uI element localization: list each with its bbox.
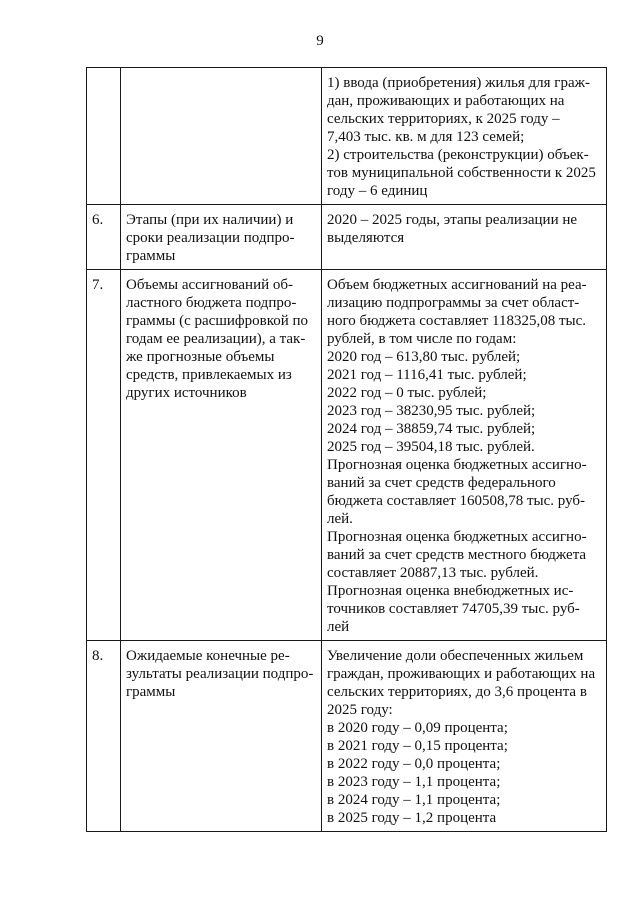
table-row xyxy=(87,641,607,832)
text-line: Ожидаемые конечные ре- xyxy=(126,648,290,664)
text-line: Прогнозная оценка бюджетных ассигно- xyxy=(327,529,587,545)
text-line: в 2021 году – 0,15 процента; xyxy=(327,738,508,754)
text-line: зультаты реализации подпро- xyxy=(126,666,314,682)
text-line: граждан, проживающих и работающих на xyxy=(327,666,596,682)
text-line: средств, привлекаемых из xyxy=(126,367,292,383)
text-line: 2022 год – 0 тыс. рублей; xyxy=(327,385,487,401)
table-row xyxy=(87,270,607,641)
row-number: 7. xyxy=(92,277,104,293)
row-name-cell xyxy=(121,641,322,832)
row-number-cell xyxy=(87,205,121,270)
text-line: годам ее реализации), а так- xyxy=(126,331,306,347)
row-number-cell xyxy=(87,270,121,641)
text-line: 2023 год – 38230,95 тыс. рублей; xyxy=(327,403,536,419)
row-number-cell xyxy=(87,641,121,832)
text-line: других источников xyxy=(126,385,247,401)
row-value-cell xyxy=(322,205,607,270)
table-row xyxy=(87,68,607,205)
text-line: лизацию подпрограммы за счет област- xyxy=(327,295,580,311)
row-name-cell xyxy=(121,68,322,205)
row-name-cell xyxy=(121,205,322,270)
text-line: ваний за счет средств местного бюджета xyxy=(327,547,587,563)
text-line: в 2023 году – 1,1 процента; xyxy=(327,774,501,790)
text-line: 2025 год – 39504,18 тыс. рублей. xyxy=(327,439,535,455)
text-line: лей xyxy=(327,619,350,635)
text-line: 2020 год – 613,80 тыс. рублей; xyxy=(327,349,521,365)
text-line: бюджета составляет 160508,78 тыс. руб- xyxy=(327,493,586,509)
row-value-cell xyxy=(322,68,607,205)
text-line: 2) строительства (реконструкции) объек- xyxy=(327,147,589,163)
row-number: 6. xyxy=(92,212,104,228)
text-line: ного бюджета составляет 118325,08 тыс. xyxy=(327,313,587,329)
text-line: 2020 – 2025 годы, этапы реализации не xyxy=(327,212,578,228)
text-line: в 2025 году – 1,2 процента xyxy=(327,810,497,826)
text-line: дан, проживающих и работающих на xyxy=(327,93,565,109)
page-number: 9 xyxy=(316,33,324,49)
text-line: ваний за счет средств федерального xyxy=(327,475,556,491)
text-line: сроки реализации подпро- xyxy=(126,230,295,246)
text-line: Объем бюджетных ассигнований на реа- xyxy=(327,277,587,293)
text-line: году – 6 единиц xyxy=(327,183,428,199)
text-line: в 2024 году – 1,1 процента; xyxy=(327,792,501,808)
text-line: 7,403 тыс. кв. м для 123 семей; xyxy=(327,129,525,145)
text-line: 2021 год – 1116,41 тыс. рублей; xyxy=(327,367,527,383)
text-line: 1) ввода (приобретения) жилья для граж- xyxy=(327,75,590,91)
table-row xyxy=(87,205,607,270)
text-line: Прогнозная оценка бюджетных ассигно- xyxy=(327,457,587,473)
text-line: Этапы (при их наличии) и xyxy=(126,212,294,228)
row-number: 8. xyxy=(92,648,104,664)
text-line: граммы xyxy=(126,684,176,700)
row-value-cell xyxy=(322,641,607,832)
program-passport-table xyxy=(86,67,607,832)
text-line: сельских территориях, к 2025 году – xyxy=(327,111,560,127)
text-line: выделяются xyxy=(327,230,405,246)
text-line: Увеличение доли обеспеченных жильем xyxy=(327,648,584,664)
text-line: в 2022 году – 0,0 процента; xyxy=(327,756,501,772)
text-line: 2025 году: xyxy=(327,702,393,718)
text-line: Объемы ассигнований об- xyxy=(126,277,294,293)
text-line: сельских территориях, до 3,6 процента в xyxy=(327,684,587,700)
row-name-cell xyxy=(121,270,322,641)
text-line: ластного бюджета подпро- xyxy=(126,295,297,311)
text-line: рублей, в том числе по годам: xyxy=(327,331,517,347)
row-number-cell xyxy=(87,68,121,205)
text-line: точников составляет 74705,39 тыс. руб- xyxy=(327,601,580,617)
text-line: Прогнозная оценка внебюджетных ис- xyxy=(327,583,574,599)
text-line: в 2020 году – 0,09 процента; xyxy=(327,720,508,736)
text-line: 2024 год – 38859,74 тыс. рублей; xyxy=(327,421,536,437)
text-line: граммы (с расшифровкой по xyxy=(126,313,309,329)
row-value-cell xyxy=(322,270,607,641)
text-line: лей. xyxy=(327,511,353,527)
text-line: граммы xyxy=(126,248,176,264)
text-line: же прогнозные объемы xyxy=(126,349,275,365)
text-line: составляет 20887,13 тыс. рублей. xyxy=(327,565,539,581)
text-line: тов муниципальной собственности к 2025 xyxy=(327,165,596,181)
